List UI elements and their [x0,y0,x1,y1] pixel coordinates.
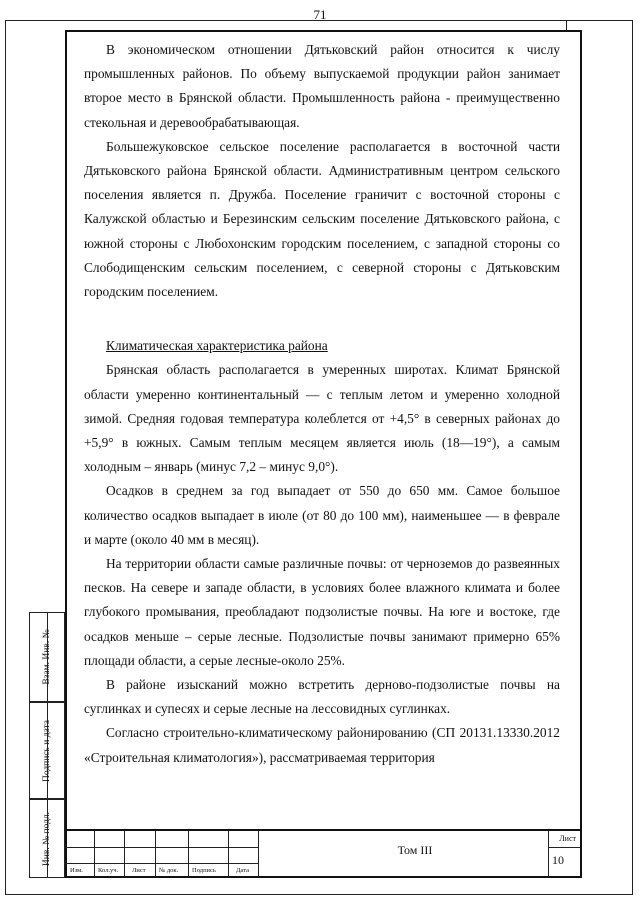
sheet-label: Лист [559,834,576,843]
stamp-col-label: Кол.уч. [98,867,119,874]
side-label-podpis-data: Подпись и дата [42,719,52,782]
side-divider [47,612,48,878]
paragraph: Большежуковское сельское поселение располагается в восточной части Дятьковского района Брянской области. Административным центром сельского поселения является п. Дружба. Поселение граничит с восточной стороны с Калужской областью и Березинским сельским поселение Дятьковского района, с южной стороны с Любохонским городским поселением, с западной стороны со Слободищенским сельским поселением, с северной стороны с Дятьковским городским поселением. [84,138,560,300]
stamp-col-label: Изм. [70,867,83,874]
side-label-inv-podl: Инв. № подл. [42,811,52,866]
stamp-col-label: № док. [159,867,179,874]
side-label-vzam-inv: Взам. Инв. № [42,629,52,685]
title-block [65,829,582,878]
paragraph: В экономическом отношении Дятьковский район относится к числу промышленных районов. По объему выпускаемой продукции район занимает второе место в Брянской области. Промышленность района - преимущественно стекольная и деревообрабатывающая. [84,42,560,130]
paragraph: На территории области самые различные почвы: от черноземов до развеянных песков. На севере и западе области, в условиях более влажного климата и более глубокого промывания, преобладают подзолистые почвы. На юге и востоке, где осадков меньше – серые лесные. Подзолистые почвы занимают примерно 65% площади области, а серые лесные-около 25%. [84,556,560,668]
section-heading: Климатическая характеристика района [106,338,328,354]
stamp-col-label: Подпись [192,867,216,874]
paragraph: В районе изысканий можно встретить дерново-подзолистые почвы на суглинках и супесях и серые лесные на лессовидных суглинках. [84,677,560,717]
sheet-number: 10 [552,853,564,867]
stamp-col-label: Лист [132,867,146,874]
spacer [84,304,560,334]
volume-title: Том III [397,843,433,857]
document-body [84,38,560,770]
page-number: 71 [313,7,327,22]
stamp-row-line [549,847,580,848]
paragraph: Согласно строительно-климатическому районированию (СП 20131.13330.2012 «Строительная климатология»), рассматриваемая территория [84,725,560,765]
paragraph: Брянская область располагается в умеренных широтах. Климат Брянской области умеренно континентальный — с теплым летом и умеренно холодной зимой. Средняя годовая температура колеблется от +4,5° в северных районах до +5,9° в южных. Самым теплым месяцем является июль (18—19°), а самым холодным – январь (минус 7,2 – минус 9,0°). [84,362,560,475]
paragraph: Осадков в среднем за год выпадает от 550 до 650 мм. Самое большое количество осадков выпадает в июле (от 80 до 100 мм), наименьшее — в феврале и марте (около 40 мм в месяц). [84,483,560,547]
stamp-col-label: Дата [236,867,249,874]
